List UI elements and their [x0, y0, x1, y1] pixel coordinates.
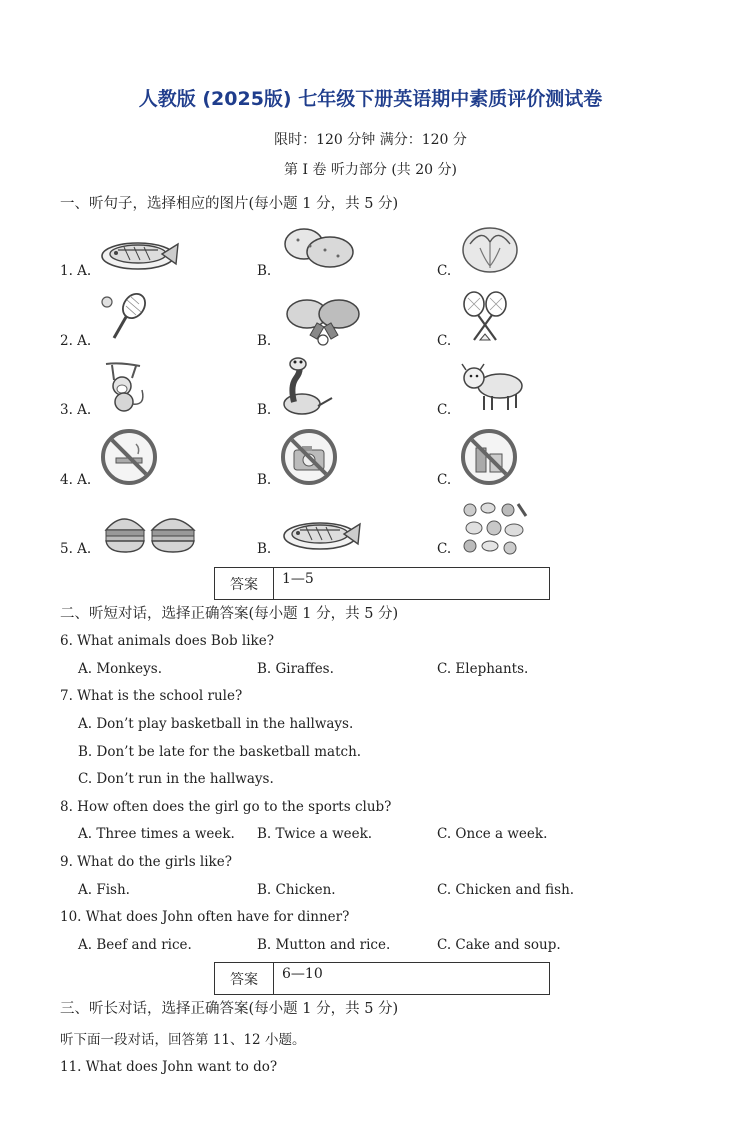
q10-option-a: A. Beef and rice. [78, 937, 192, 953]
q10-option-b: B. Mutton and rice. [257, 937, 391, 953]
no-drinks-icon [460, 428, 518, 486]
q10-option-c: C. Cake and soup. [437, 937, 561, 953]
q8-text: 8. How often does the girl go to the sports club? [60, 799, 392, 815]
q2-option-c-label: C. [437, 333, 452, 349]
answer-label: 答案 [215, 963, 274, 994]
q6-text: 6. What animals does Bob like? [60, 633, 274, 649]
q2-option-b-label: B. [257, 333, 272, 349]
page-title: 人教版 (2025版) 七年级下册英语期中素质评价测试卷 [138, 88, 603, 110]
q1-option-c-label: C. [437, 263, 452, 279]
answer-box-6-10 [214, 962, 550, 995]
q9-option-c: C. Chicken and fish. [437, 882, 575, 898]
q4-label: 4. A. [60, 472, 92, 488]
fish-icon [282, 512, 364, 554]
q4-option-b-label: B. [257, 472, 272, 488]
no-smoking-icon [100, 428, 158, 486]
hamburgers-icon [102, 508, 198, 556]
q5-option-c-label: C. [437, 541, 452, 557]
section1-heading: 一、听句子，选择相应的图片(每小题 1 分，共 5 分) [60, 196, 399, 212]
q10-text: 10. What does John often have for dinner? [60, 909, 350, 925]
potato-icon [280, 224, 356, 270]
answer-range: 6—10 [282, 966, 323, 982]
cabbage-icon [460, 222, 520, 274]
q7-option-a: A. Don’t play basketball in the hallways. [78, 716, 354, 732]
tennis-icon [100, 290, 148, 344]
no-photo-icon [280, 428, 338, 486]
part-heading: 第 I 卷 听力部分 (共 20 分) [284, 162, 457, 178]
ping-pong-icon [283, 296, 365, 346]
q9-text: 9. What do the girls like? [60, 854, 232, 870]
q1-label: 1. A. [60, 263, 92, 279]
q8-option-a: A. Three times a week. [78, 826, 235, 842]
answer-range: 1—5 [282, 571, 314, 587]
answer-label: 答案 [215, 568, 274, 599]
section3-heading: 三、听长对话，选择正确答案(每小题 1 分，共 5 分) [60, 1001, 399, 1017]
q6-option-b: B. Giraffes. [257, 661, 334, 677]
q7-text: 7. What is the school rule? [60, 688, 243, 704]
answer-box-1-5 [214, 567, 550, 600]
fish-icon [100, 232, 182, 274]
q3-option-c-label: C. [437, 402, 452, 418]
q7-option-b: B. Don’t be late for the basketball match. [78, 744, 362, 760]
q4-option-c-label: C. [437, 472, 452, 488]
q6-option-c: C. Elephants. [437, 661, 529, 677]
q2-label: 2. A. [60, 333, 92, 349]
snake-icon [280, 356, 334, 418]
cow-icon [460, 362, 526, 414]
section3-intro: 听下面一段对话，回答第 11、12 小题。 [60, 1032, 306, 1048]
q9-option-a: A. Fish. [78, 882, 130, 898]
q11-text: 11. What does John want to do? [60, 1059, 278, 1075]
q8-option-b: B. Twice a week. [257, 826, 373, 842]
q1-option-b-label: B. [257, 263, 272, 279]
q3-label: 3. A. [60, 402, 92, 418]
vegetables-icon [460, 500, 530, 556]
time-limit-text: 限时：120 分钟 满分：120 分 [274, 132, 467, 148]
q6-option-a: A. Monkeys. [78, 661, 162, 677]
badminton-icon [460, 290, 510, 346]
monkey-icon [100, 360, 150, 416]
q5-label: 5. A. [60, 541, 92, 557]
q5-option-b-label: B. [257, 541, 272, 557]
q7-option-c: C. Don’t run in the hallways. [78, 771, 274, 787]
q8-option-c: C. Once a week. [437, 826, 548, 842]
q9-option-b: B. Chicken. [257, 882, 336, 898]
q3-option-b-label: B. [257, 402, 272, 418]
section2-heading: 二、听短对话，选择正确答案(每小题 1 分，共 5 分) [60, 606, 399, 622]
